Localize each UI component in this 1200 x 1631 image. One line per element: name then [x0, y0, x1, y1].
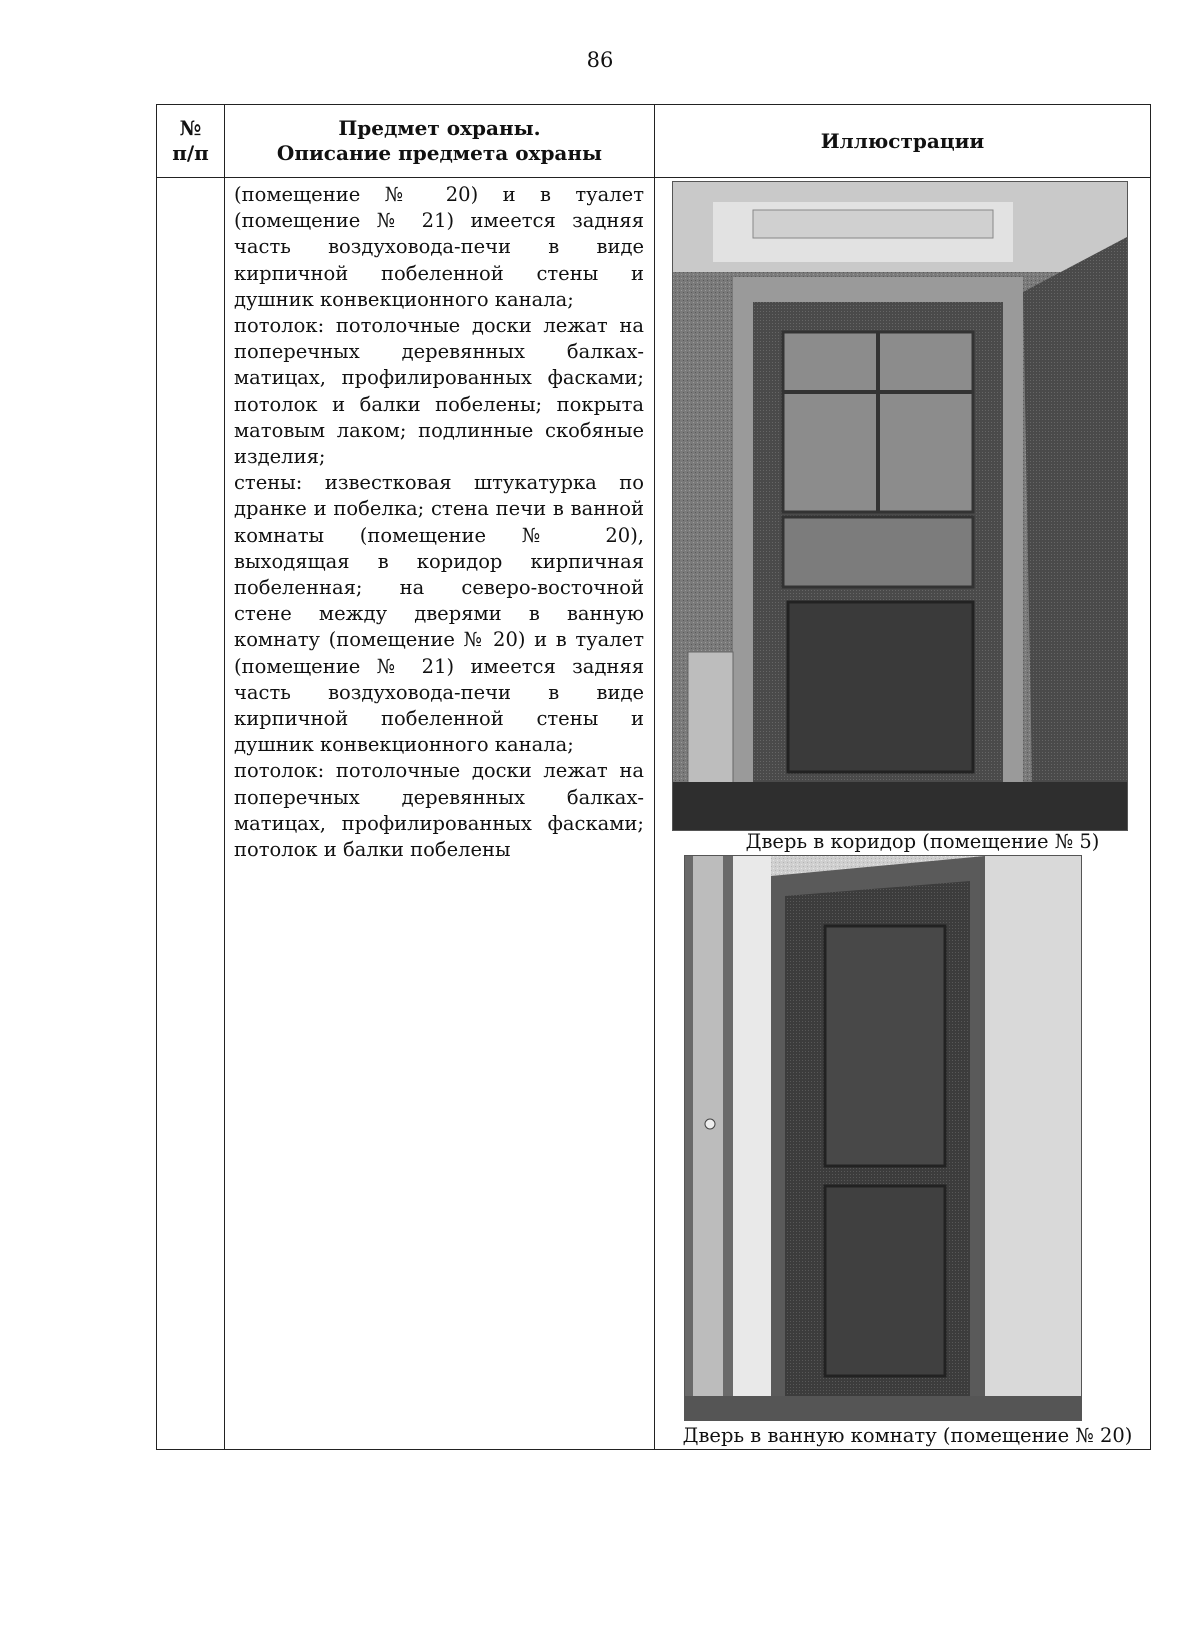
header-number [157, 105, 225, 178]
page-number: 86 [586, 48, 614, 72]
corridor-door-caption: Дверь в коридор (помещение № 5) [745, 830, 1100, 853]
description-paragraph-1: (помещение № 20) и в туалет (помещение № 21) имеется задняя часть воздуховода-печи в виде кирпичной побеленной стены и душник конвекционного канала; [234, 183, 644, 311]
header-subject-line2: Описание предмета охраны [276, 141, 603, 165]
description-paragraph-4: потолок: потолочные доски лежат на поперечных деревянных балках-матицах, профилированных фасками; потолок и балки побелены [234, 759, 644, 862]
number-cell [157, 178, 225, 1450]
header-subject-line1: Предмет охраны. [338, 116, 541, 140]
description-cell [225, 178, 655, 1450]
protection-subject-table [156, 104, 1151, 1450]
corridor-door-photo [672, 181, 1128, 831]
table-row [157, 178, 1151, 1450]
illustrations-cell [655, 178, 1151, 1450]
header-illustrations: Иллюстрации [655, 105, 1151, 178]
bathroom-door-caption: Дверь в ванную комнату (помещение № 20) [682, 1424, 1133, 1447]
header-number-line2: п/п [172, 141, 209, 165]
header-subject [225, 105, 655, 178]
description-paragraph-3: стены: известковая штукатурка по дранке и побелка; стена печи в ванной комнаты (помещение № 20), выходящая в коридор кирпичная побеленная; на северо-восточной стене между дверями в ванную комнату (помещение № 20) и в туалет (помещение № 21) имеется задняя часть воздуховода-печи в виде кирпичной побеленной стены и душник конвекционного канала; [234, 471, 644, 757]
description-paragraph-2: потолок: потолочные доски лежат на поперечных деревянных балках-матицах, профилированных фасками; потолок и балки побелены; покрыта матовым лаком; подлинные скобяные изделия; [234, 314, 644, 469]
header-number-line1: № [179, 116, 202, 140]
table-header-row [157, 105, 1151, 178]
bathroom-door-photo [684, 855, 1082, 1421]
